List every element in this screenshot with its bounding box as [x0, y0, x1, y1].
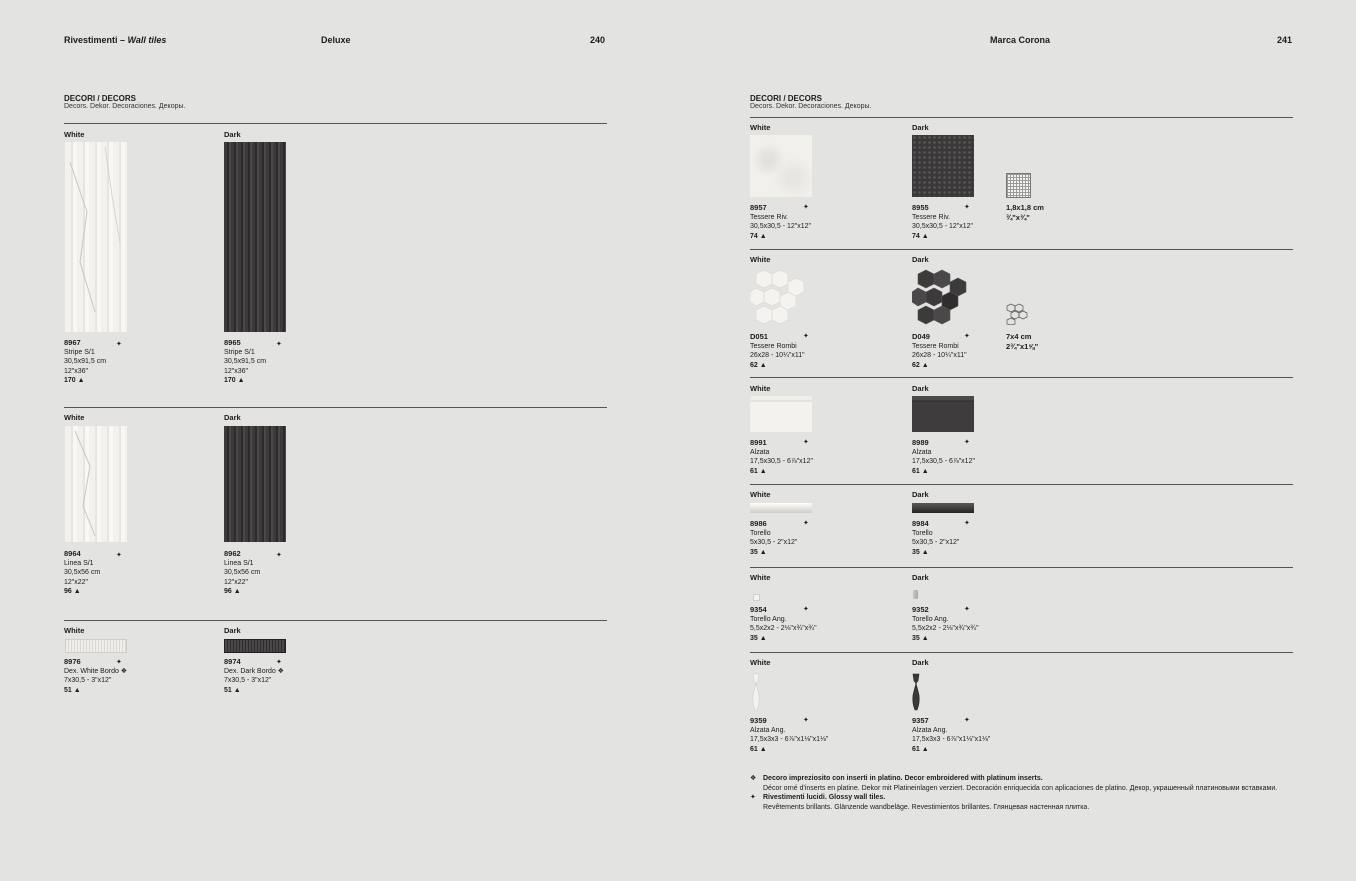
- triangle-icon: ▲: [921, 548, 929, 556]
- tile-image-8962: [224, 426, 286, 542]
- tile-info-D051: [750, 332, 805, 370]
- glossy-icon: ✦: [964, 606, 969, 613]
- hexagon-detail-icon: [1006, 303, 1028, 325]
- tile-pieces: 51: [224, 686, 232, 694]
- dark-label: Dark: [224, 130, 241, 139]
- section-header: [64, 35, 166, 45]
- tile-name: Torello: [750, 529, 771, 537]
- tile-name: Linea S/1: [224, 559, 254, 567]
- tile-name: Dex. White Bordo ❖: [64, 667, 128, 675]
- tile-code: 9357: [912, 716, 929, 725]
- dark-label: Dark: [912, 123, 929, 132]
- tile-info-8967: [64, 338, 106, 386]
- glossy-icon: ✦: [276, 552, 281, 559]
- tile-code: 8984: [912, 519, 929, 528]
- triangle-icon: ▲: [759, 467, 767, 475]
- sparkle-icon: ✦: [750, 794, 756, 801]
- tile-name: Tessere Riv.: [912, 213, 950, 221]
- tile-image-8957: [750, 135, 812, 197]
- tile-pieces: 61: [750, 467, 758, 475]
- tile-size-inches: 12"x22": [224, 578, 249, 586]
- divider: [64, 620, 607, 621]
- dark-label: Dark: [912, 384, 929, 393]
- tile-pieces: 62: [750, 361, 758, 369]
- block-subtitle-left: Decors. Dekor. Decoraciones. Декоры.: [64, 103, 186, 110]
- tile-size: 5,5x2x2 - 2⅛"x¾"x¾": [912, 625, 979, 632]
- triangle-icon: ▲: [759, 361, 767, 369]
- white-label: White: [64, 413, 85, 422]
- tile-code: 9354: [750, 605, 767, 614]
- tile-pieces: 51: [64, 686, 72, 694]
- tile-size-inches: 12"x22": [64, 578, 89, 586]
- divider: [750, 377, 1293, 378]
- tile-info-8984: [912, 519, 959, 557]
- dark-label: Dark: [912, 658, 929, 667]
- glossy-icon: ✦: [276, 341, 281, 348]
- tile-pieces: 74: [912, 232, 920, 240]
- tile-name: Tessere Rombi: [912, 342, 959, 350]
- tile-name: Torello Ang.: [750, 615, 787, 623]
- tile-pieces: 35: [912, 634, 920, 642]
- tile-image-8974: [224, 639, 286, 653]
- tile-size: 30,5x30,5 - 12"x12": [912, 223, 974, 230]
- block-title-right: DECORI / DECORS: [750, 94, 823, 103]
- tile-size-inches: 12"x36": [64, 367, 89, 375]
- tile-size: 17,5x3x3 - 6⅞"x1⅛"x1⅛": [750, 736, 829, 743]
- collection-title: Deluxe: [321, 35, 351, 45]
- tile-code: 8957: [750, 203, 767, 212]
- tile-name: Stripe S/1: [224, 348, 255, 356]
- divider: [64, 407, 607, 408]
- triangle-icon: ▲: [233, 686, 241, 694]
- glossy-icon: ✦: [964, 333, 969, 340]
- mosaic-detail-icon: [1006, 173, 1031, 198]
- white-label: White: [750, 573, 771, 582]
- tile-name: Dex. Dark Bordo ❖: [224, 667, 284, 675]
- tile-image-8986: [750, 503, 812, 513]
- tile-code: 8991: [750, 438, 767, 447]
- tile-pieces: 74: [750, 232, 758, 240]
- tile-image-8976: [65, 639, 127, 653]
- tile-code: 8976: [64, 657, 81, 666]
- triangle-icon: ▲: [759, 745, 767, 753]
- dark-label: Dark: [912, 490, 929, 499]
- tile-name: Alzata Ang.: [750, 726, 786, 734]
- legend-title: Rivestimenti lucidi. Glossy wall tiles.: [763, 794, 886, 801]
- tile-pieces: 35: [912, 548, 920, 556]
- triangle-icon: ▲: [921, 232, 929, 240]
- legend-item-glossy: [750, 793, 1290, 812]
- tile-size: 7x30,5 - 3"x12": [224, 677, 272, 684]
- tile-size: 17,5x30,5 - 6⅞"x12": [912, 458, 975, 465]
- mosaic-size: [1006, 203, 1044, 222]
- tile-code: 8964: [64, 549, 81, 558]
- legend-text: Décor orné d'inserts en platine. Dekor mit Platineinlagen verziert. Decoración enriquecida con aplicaciones de platino. Декор, украшенный платиновыми вставками.: [763, 784, 1278, 792]
- section-label: Rivestimenti –: [64, 35, 128, 45]
- glossy-icon: ✦: [116, 552, 121, 559]
- mosaic-size-cm: 1,8x1,8 cm: [1006, 203, 1044, 212]
- triangle-icon: ▲: [921, 745, 929, 753]
- glossy-icon: ✦: [964, 717, 969, 724]
- white-label: White: [750, 384, 771, 393]
- tile-code: 8989: [912, 438, 929, 447]
- divider: [750, 567, 1293, 568]
- triangle-icon: ▲: [759, 548, 767, 556]
- divider: [750, 117, 1293, 118]
- tile-size: 5,5x2x2 - 2⅛"x¾"x¾": [750, 625, 817, 632]
- glossy-icon: ✦: [803, 204, 808, 211]
- tile-size: 26x28 - 10¼"x11": [912, 352, 967, 359]
- tile-name: Stripe S/1: [64, 348, 95, 356]
- tile-image-D051: [750, 268, 806, 326]
- tile-info-8965: [224, 338, 266, 386]
- dark-label: Dark: [224, 626, 241, 635]
- tile-pieces: 96: [224, 588, 232, 595]
- tile-code: 8974: [224, 657, 241, 666]
- dark-label: Dark: [912, 573, 929, 582]
- dark-label: Dark: [912, 255, 929, 264]
- glossy-icon: ✦: [803, 333, 808, 340]
- brand-title: Marca Corona: [990, 35, 1051, 45]
- tile-code: 8955: [912, 203, 929, 212]
- triangle-icon: ▲: [73, 588, 81, 595]
- triangle-icon: ▲: [233, 588, 241, 595]
- tile-image-9354: [753, 594, 760, 601]
- hexagon-size-cm: 7x4 cm: [1006, 332, 1032, 341]
- triangle-icon: ▲: [759, 634, 767, 642]
- diamond-icon: ❖: [750, 775, 757, 782]
- section-label-italic: Wall tiles: [127, 35, 167, 45]
- triangle-icon: ▲: [73, 686, 81, 694]
- page-number-left: 240: [590, 35, 606, 45]
- block-subtitle-right: Decors. Dekor. Decoraciones. Декоры.: [750, 103, 872, 110]
- tile-image-9359: [750, 673, 762, 711]
- tile-pieces: 61: [912, 467, 920, 475]
- divider: [750, 652, 1293, 653]
- tile-image-8989: [912, 396, 974, 432]
- tile-pieces: 35: [750, 634, 758, 642]
- tile-pieces: 170: [64, 377, 76, 384]
- glossy-icon: ✦: [803, 439, 808, 446]
- legend: [750, 774, 1290, 812]
- tile-info-8974: [224, 657, 284, 695]
- tile-info-8957: [750, 203, 811, 241]
- tile-code: 8986: [750, 519, 767, 528]
- triangle-icon: ▲: [759, 232, 767, 240]
- tile-name: Torello Ang.: [912, 615, 949, 623]
- tile-size: 17,5x30,5 - 6⅞"x12": [750, 458, 813, 465]
- glossy-icon: ✦: [803, 717, 808, 724]
- tile-code: 8967: [64, 338, 81, 347]
- glossy-icon: ✦: [803, 520, 808, 527]
- tile-code: D051: [750, 332, 768, 341]
- tile-pieces: 170: [224, 377, 236, 384]
- divider: [750, 249, 1293, 250]
- tile-size: 30,5x56 cm: [64, 569, 101, 576]
- tile-image-9352: [913, 590, 918, 599]
- page-number-right: 241: [1277, 35, 1293, 45]
- hexagon-size-inches: 2¾"x1⅝": [1006, 341, 1039, 351]
- glossy-icon: ✦: [964, 520, 969, 527]
- glossy-icon: ✦: [116, 659, 121, 666]
- triangle-icon: ▲: [921, 361, 929, 369]
- mosaic-size-inches: ¾"x¾": [1006, 212, 1030, 222]
- legend-text: Revêtements brillants. Glänzende wandbeläge. Revestimientos brillantes. Глянцевая настенная плитка.: [763, 803, 1090, 811]
- tile-pieces: 61: [750, 745, 758, 753]
- tile-info-9357: [912, 716, 990, 754]
- tile-name: Alzata: [912, 448, 932, 456]
- tile-image-8964: [65, 426, 127, 542]
- legend-title: Decoro impreziosito con inserti in platino. Decor embroidered with platinum inserts.: [763, 775, 1043, 782]
- white-label: White: [750, 255, 771, 264]
- tile-size: 5x30,5 - 2"x12": [912, 539, 960, 546]
- tile-code: 9359: [750, 716, 767, 725]
- white-label: White: [750, 123, 771, 132]
- tile-image-D049: [912, 268, 968, 326]
- tile-size: 30,5x91,5 cm: [64, 358, 107, 365]
- tile-size: 30,5x56 cm: [224, 569, 261, 576]
- tile-info-8986: [750, 519, 797, 557]
- triangle-icon: ▲: [77, 377, 85, 384]
- hexagon-size: [1006, 332, 1038, 351]
- glossy-icon: ✦: [964, 439, 969, 446]
- tile-name: Tessere Riv.: [750, 213, 788, 221]
- tile-info-8962: [224, 549, 260, 597]
- white-label: White: [64, 626, 85, 635]
- legend-item-platinum: [750, 774, 1290, 793]
- tile-name: Linea S/1: [64, 559, 94, 567]
- glossy-icon: ✦: [276, 659, 281, 666]
- tile-code: 9352: [912, 605, 929, 614]
- tile-name: Alzata: [750, 448, 770, 456]
- tile-name: Tessere Rombi: [750, 342, 797, 350]
- divider: [64, 123, 607, 124]
- glossy-icon: ✦: [116, 341, 121, 348]
- tile-size: 26x28 - 10¼"x11": [750, 352, 805, 359]
- white-label: White: [750, 490, 771, 499]
- triangle-icon: ▲: [237, 377, 245, 384]
- tile-code: 8962: [224, 549, 241, 558]
- tile-image-8984: [912, 503, 974, 513]
- tile-pieces: 96: [64, 588, 72, 595]
- tile-size: 7x30,5 - 3"x12": [64, 677, 112, 684]
- tile-size: 30,5x91,5 cm: [224, 358, 267, 365]
- tile-info-8964: [64, 549, 100, 597]
- tile-image-8965: [224, 142, 286, 332]
- triangle-icon: ▲: [921, 634, 929, 642]
- tile-size: 17,5x3x3 - 6⅞"x1⅛"x1⅛": [912, 736, 991, 743]
- divider: [750, 484, 1293, 485]
- tile-image-9357: [910, 673, 922, 711]
- tile-image-8991: [750, 396, 812, 432]
- tile-image-8967: [65, 142, 127, 332]
- tile-name: Torello: [912, 529, 933, 537]
- tile-pieces: 35: [750, 548, 758, 556]
- tile-image-8955: [912, 135, 974, 197]
- tile-pieces: 62: [912, 361, 920, 369]
- tile-size: 5x30,5 - 2"x12": [750, 539, 798, 546]
- tile-code: D049: [912, 332, 930, 341]
- tile-size-inches: 12"x36": [224, 367, 249, 375]
- glossy-icon: ✦: [964, 204, 969, 211]
- white-label: White: [64, 130, 85, 139]
- tile-name: Alzata Ang.: [912, 726, 948, 734]
- tile-info-D049: [912, 332, 967, 370]
- tile-size: 30,5x30,5 - 12"x12": [750, 223, 812, 230]
- block-title-left: DECORI / DECORS: [64, 94, 137, 103]
- tile-code: 8965: [224, 338, 241, 347]
- tile-info-9359: [750, 716, 828, 754]
- glossy-icon: ✦: [803, 606, 808, 613]
- dark-label: Dark: [224, 413, 241, 422]
- white-label: White: [750, 658, 771, 667]
- triangle-icon: ▲: [921, 467, 929, 475]
- tile-pieces: 61: [912, 745, 920, 753]
